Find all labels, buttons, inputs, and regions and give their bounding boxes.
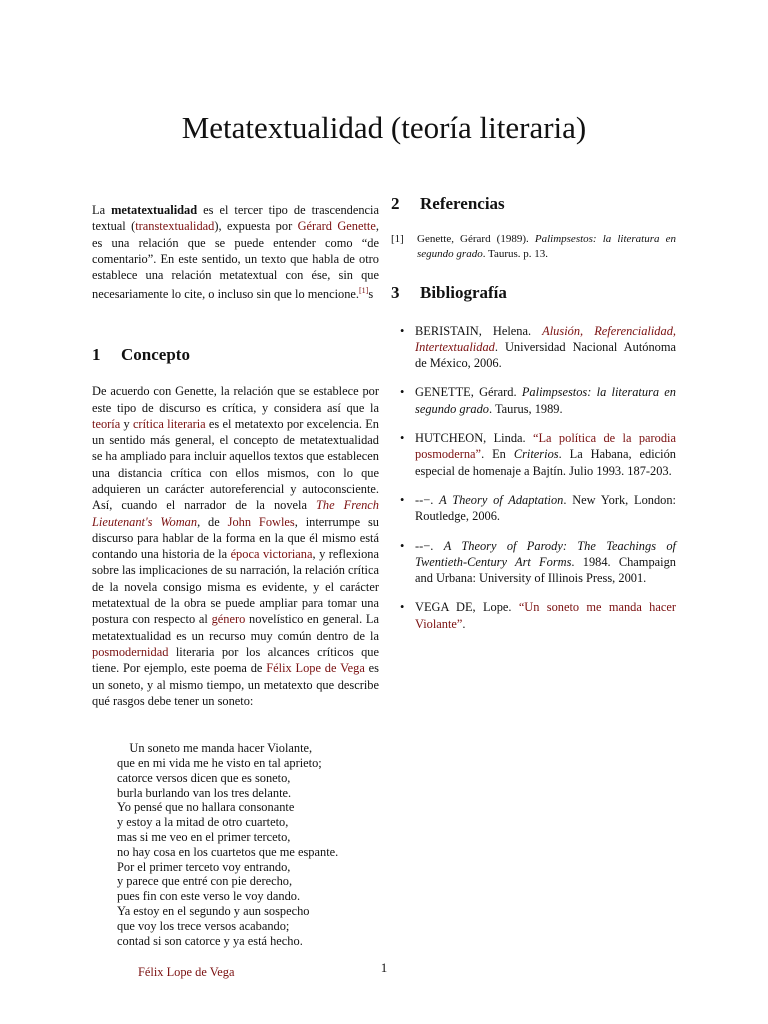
page-number: 1 xyxy=(380,960,388,975)
poem-line: y parece que entré con pie derecho, xyxy=(117,874,293,889)
list-item: • HUTCHEON, Linda. “La política de la parodia posmoderna”. En Criterios. La Habana, edición especial de homenaje a Bajtín. Julio 1993. 187-203. xyxy=(400,431,676,478)
link-genero[interactable]: género xyxy=(211,612,246,627)
poem-line: burla burlando van los tres delante. xyxy=(117,785,292,800)
list-item: • BERISTAIN, Helena. Alusión, Referencialidad, Intertextualidad. Universidad Nacional Autónoma de México, 2006. xyxy=(400,323,676,371)
term-metatextualidad: metatextualidad xyxy=(111,203,198,217)
reference-label: [1] xyxy=(391,233,404,246)
bullet-icon: • xyxy=(400,431,405,446)
bullet-icon: • xyxy=(400,538,405,553)
link-un-soneto[interactable]: “Un soneto me manda hacer Violante” xyxy=(415,600,676,631)
link-french-lieutenants-woman[interactable]: The French Lieutenant's Woman xyxy=(92,498,379,529)
list-item: • VEGA DE, Lope. “Un soneto me manda hacer Violante”. xyxy=(400,600,676,631)
poem-line: que voy los trece versos acabando; xyxy=(117,918,290,933)
section-heading-bibliografia: 3 Bibliografía xyxy=(391,283,507,303)
reference-1-link[interactable]: [1] xyxy=(359,286,369,296)
poem-line: pues fin con este verso le voy dando. xyxy=(117,889,301,904)
link-epoca-victoriana[interactable]: época victoriana xyxy=(230,547,313,562)
link-alusion-referencialidad[interactable]: Alusión, Referencialidad, Intertextualidad xyxy=(415,323,676,354)
reference-title: Palimpsestos: la literatura en segundo grado xyxy=(417,233,676,261)
poem-line: Yo pensé que no hallara consonante xyxy=(117,800,295,815)
poem-line: catorce versos dicen que es soneto, xyxy=(117,770,291,785)
link-teoria[interactable]: teoría xyxy=(92,416,121,431)
link-john-fowles[interactable]: John Fowles xyxy=(227,514,295,529)
poem xyxy=(117,741,379,948)
left-column xyxy=(92,202,379,981)
section-heading-concepto: 1 Concepto xyxy=(92,344,190,364)
link-felix-lope-de-vega[interactable]: Félix Lope de Vega xyxy=(266,661,365,676)
poem-line: mas si me veo en el primer terceto, xyxy=(117,829,291,844)
link-gerard-genette[interactable]: Gérard Genette xyxy=(297,219,376,234)
list-item: • --−. A Theory of Adaptation. New York, London: Routledge, 2006. xyxy=(400,492,676,524)
bibliography-list xyxy=(391,323,676,632)
right-column xyxy=(391,196,676,645)
reference-item: [1] Genette, Gérard (1989). Palimpsestos: la literatura en segundo grado. Taurus. p. 13. xyxy=(391,233,676,261)
bullet-icon: • xyxy=(400,600,405,615)
link-critica-literaria[interactable]: crítica literaria xyxy=(132,416,206,431)
poem-author-link[interactable]: Félix Lope de Vega xyxy=(138,965,235,980)
page-title: Metatextualidad (teoría literaria) xyxy=(181,110,587,145)
intro-paragraph: La metatextualidad es el tercer tipo de trascendencia textual (transtextualidad), expuesta por Gérard Genette, es una relación que se puede entender como “de comentario”. En este sentido, un texto que habla de otro establece una relación metatextual con ése, sin que necesariamente lo cite, o incluso sin que lo mencione.[1]s xyxy=(92,203,379,302)
poem-line: que en mi vida me he visto en tal aprieto; xyxy=(117,755,322,770)
poem-line: Un soneto me manda hacer Violante, xyxy=(117,741,313,756)
list-item: • --−. A Theory of Parody: The Teachings of Twentieth-Century Art Forms. 1984. Champaign and Urbana: University of Illinois Press, 2001. xyxy=(400,538,676,586)
link-politica-parodia[interactable]: “La política de la parodia posmoderna” xyxy=(415,431,676,462)
poem-line: Por el primer terceto voy entrando, xyxy=(117,859,291,874)
poem-line: no hay cosa en los cuartetos que me espante. xyxy=(117,844,339,859)
bullet-icon: • xyxy=(400,385,405,400)
concepto-paragraph: De acuerdo con Genette, la relación que se establece por este tipo de discurso es crítica, y considera así que la teoría y crítica literaria es el metatexto por excelencia. En un sentido más general, el concepto de metatextualidad se ha ampliado para incluir aquellos textos que establecen una distancia crítica con ellos mismos, con lo que adquieren un carácter autoreferencial y autoconsciente. Así, cuando el narrador de la novela The French Lieutenant's Woman, de John Fowles, interrumpe su discurso para hablar de la forma en la que él mismo está contando una historia de la época victoriana, y reflexiona sobre las implicaciones de su narración, la relación crítica de la novela consigo misma es evidente, y el carácter metatextual de la obra se puede ampliar para tomar una postura con respecto al género novelístico en general. La metatextualidad es un recurso muy común dentro de la posmodernidad literaria por los alcances críticos que tiene. Por ejemplo, este poema de Félix Lope de Vega es un soneto, y al mismo tiempo, un metatexto que describe qué rasgos debe tener un soneto: xyxy=(92,384,379,708)
poem-line: Ya estoy en el segundo y aun sospecho xyxy=(117,903,310,918)
link-posmodernidad[interactable]: posmodernidad xyxy=(92,644,169,659)
section-heading-referencias: 2 Referencias xyxy=(391,194,505,213)
list-item: • GENETTE, Gérard. Palimpsestos: la literatura en segundo grado. Taurus, 1989. xyxy=(400,385,676,416)
bullet-icon: • xyxy=(400,323,405,338)
bullet-icon: • xyxy=(400,492,405,507)
poem-line: contad si son catorce y ya está hecho. xyxy=(117,933,303,948)
link-transtextualidad[interactable]: transtextualidad xyxy=(135,219,215,234)
poem-line: y estoy a la mitad de otro cuarteto, xyxy=(117,815,289,830)
